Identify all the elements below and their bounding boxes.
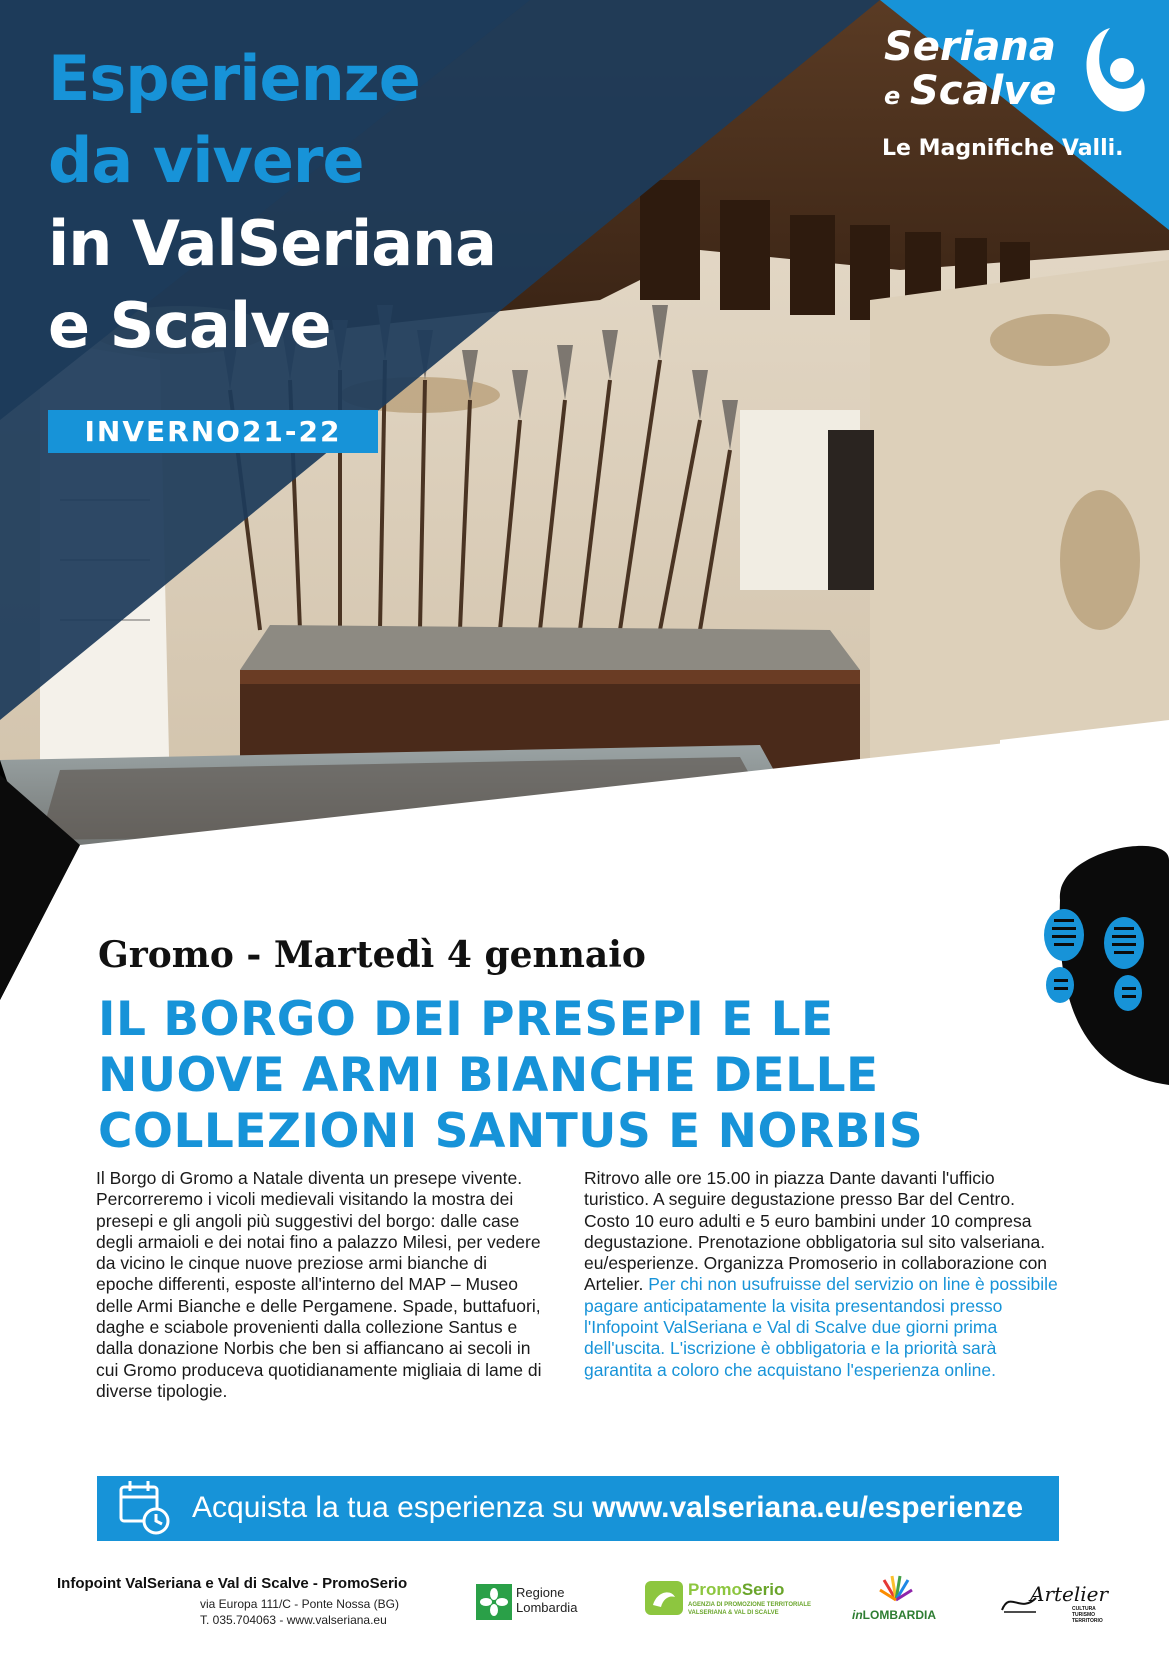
artelier-sub-2: TURISMO: [1072, 1612, 1096, 1618]
description-right: [584, 1168, 1058, 1381]
cta-url-link[interactable]: www.valseriana.eu/esperienze: [592, 1491, 1024, 1524]
season-badge: [48, 410, 378, 453]
headline-line-1: Esperienze: [48, 42, 420, 115]
info-text: Ritrovo alle ore 15.00 in piazza Dante davanti l'ufficio turistico. A seguire degustazione presso Bar del Centro. Costo 10 euro adulti e 5 euro bambini under 10 compresa degustazione. Prenotazione obbligatoria sul sito valseriana. eu/esperienze. Organizza Promoserio in collaborazione con Artelier.: [584, 1168, 1048, 1295]
event-title: [98, 992, 998, 1160]
promoserio-subtitle: [688, 1601, 811, 1617]
inlombardia-icon: [876, 1572, 916, 1606]
artelier-subtitle: [1072, 1606, 1103, 1624]
artelier-sub-3: TERRITORIO: [1072, 1618, 1103, 1624]
brand-name-e: e: [884, 82, 901, 110]
inlombardia-logo: [852, 1608, 936, 1622]
promoserio-sub-1: AGENZIA DI PROMOZIONE TERRITORIALE: [688, 1602, 812, 1608]
regione-lombardia-icon: [476, 1584, 512, 1620]
promoserio-logo: [688, 1580, 784, 1600]
calendar-clock-icon: [116, 1477, 172, 1539]
inlombardia-text-b: LOMBARDIA: [862, 1608, 936, 1622]
event-title-line-2: NUOVE ARMI BIANCHE DELLE: [98, 1048, 879, 1103]
regione-lombardia-logo: [516, 1585, 577, 1615]
season-label: INVERNO: [84, 415, 242, 448]
footer-address-line-2: T. 035.704063 - www.valseriana.eu: [200, 1613, 387, 1627]
brand-name-1: Seriana: [884, 24, 1056, 70]
description-left: Il Borgo di Gromo a Natale diventa un presepe vivente. Percorreremo i vicoli medievali visitando la mostra dei presepi e gli angoli più suggestivi del borgo: dalle case degli armaioli e dei notai fino a palazzo Milesi, per vedere da vicino le cinque nuove preziose armi bianche di epoche differenti, esposte all'interno del MAP – Museo delle Armi Bianche e delle Pergamene. Spade, buttafuori, daghe e sciabole provenienti dalla collezione Santus e dalla donazione Norbis che ben si affiancano ai secoli in cui Gromo produceva quotidianamente migliaia di lame di diverse tipologie.: [96, 1168, 542, 1401]
cta-text[interactable]: [192, 1488, 1023, 1528]
brand-moon-icon: [1070, 22, 1150, 122]
artelier-logo: Artelier: [1030, 1582, 1109, 1606]
season-years: 21-22: [241, 415, 342, 448]
headline-line-2: da vivere: [48, 124, 364, 197]
footprints-icon: [1030, 905, 1160, 1015]
promoserio-sub-2: VALSERIANA & VAL DI SCALVE: [688, 1610, 779, 1616]
brand-tagline: Le Magnifiche Valli.: [882, 136, 1124, 161]
footer-address-line-1: via Europa 111/C - Ponte Nossa (BG): [200, 1597, 399, 1611]
event-place-date: Gromo - Martedì 4 gennaio: [98, 934, 646, 976]
promoserio-text-b: Serio: [741, 1580, 785, 1599]
headline-line-3: in ValSeriana: [48, 207, 497, 280]
regione-text-1: Regione: [516, 1585, 565, 1600]
regione-text-2: Lombardia: [516, 1600, 578, 1615]
headline-line-4: e Scalve: [48, 289, 331, 362]
cta-prefix: Acquista la tua esperienza su: [192, 1491, 593, 1524]
footer-org: Infopoint ValSeriana e Val di Scalve - PromoSerio: [57, 1575, 408, 1592]
event-title-line-3: COLLEZIONI SANTUS E NORBIS: [98, 1104, 924, 1159]
footer-address: [200, 1596, 399, 1628]
info-text-highlight: Per chi non usufruisse del servizio on line è possibile pagare anticipatamente la visita presentandosi presso l'Infopoint ValSeriana e Val di Scalve due giorni prima dell'uscita. L'iscrizione è obbligatoria e la priorità sarà garantita a coloro che acquistano l'esperienza online.: [584, 1274, 1058, 1380]
promoserio-icon: [645, 1581, 683, 1615]
event-title-line-1: IL BORGO DEI PRESEPI E LE: [98, 992, 834, 1047]
inlombardia-text-a: in: [852, 1608, 863, 1622]
brand-name-2: Scalve: [910, 68, 1057, 114]
promoserio-text-a: Promo: [688, 1580, 742, 1599]
artelier-sub-1: CULTURA: [1072, 1606, 1096, 1612]
